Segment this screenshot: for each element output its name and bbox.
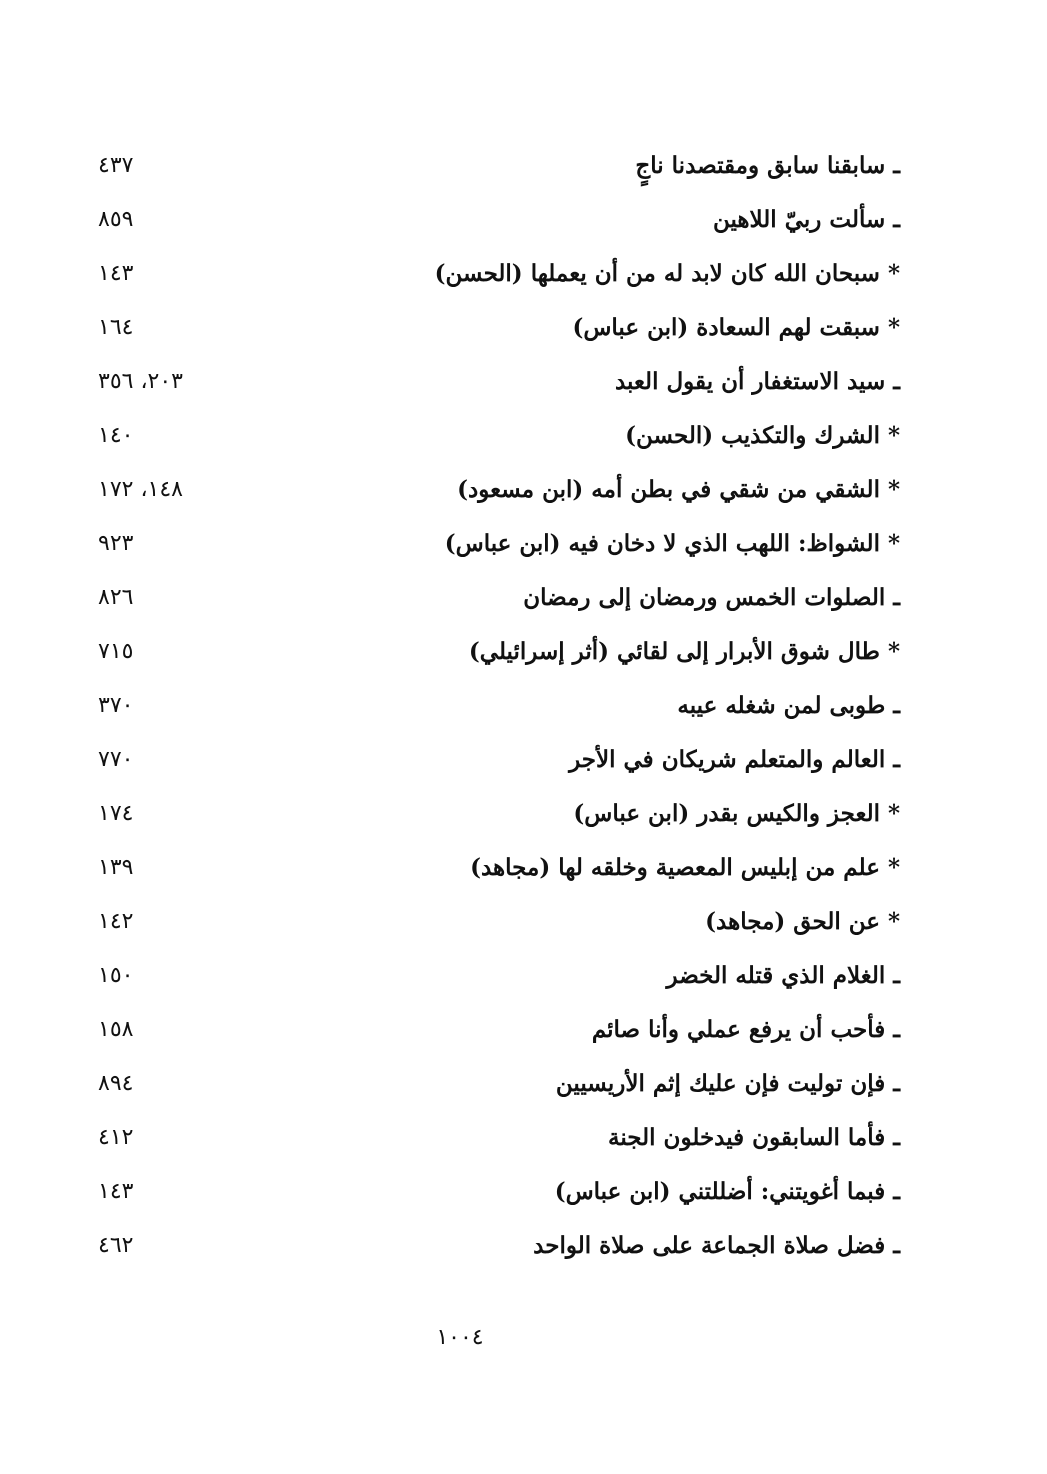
entry-pages: ٤٦٢ [98,1232,134,1258]
entry-pages: ١٤٣ [98,260,134,286]
entry-pages: ١٧٤ [98,800,134,826]
entry-text: ـ سابقنا سابق ومقتصدنا ناجٍ [635,151,900,179]
index-entry [80,300,900,354]
entry-pages: ٤٣٧ [98,152,134,178]
entry-pages: ١٤٢ [98,908,134,934]
entry-pages: ٨٥٩ [98,206,134,232]
entry-text: ـ طوبى لمن شغله عيبه [677,691,900,719]
entry-text: ـ فأما السابقون فيدخلون الجنة [608,1123,900,1151]
entry-text: * سبحان الله كان لابد له من أن يعملها (الحسن) [434,259,900,287]
index-entry [80,1002,900,1056]
index-entry [80,678,900,732]
index-entry [80,192,900,246]
entry-text: * علم من إبليس المعصية وخلقه لها (مجاهد) [470,853,900,881]
index-entry [80,1110,900,1164]
entry-pages: ٢٠٣، ٣٥٦ [98,368,183,394]
entry-text: * الشرك والتكذيب (الحسن) [625,421,900,449]
index-entry [80,1218,900,1272]
index-entry [80,894,900,948]
index-entry [80,1056,900,1110]
entry-pages: ١٤٣ [98,1178,134,1204]
index-entry [80,1164,900,1218]
entry-pages: ٤١٢ [98,1124,134,1150]
index-entry [80,246,900,300]
entry-text: ـ الغلام الذي قتله الخضر [666,961,900,989]
index-entry [80,732,900,786]
entry-text: ـ فأحب أن يرفع عملي وأنا صائم [591,1015,900,1043]
entry-text: ـ سألت ربيّ اللاهين [712,205,900,233]
index-entry [80,840,900,894]
entry-pages: ٣٧٠ [98,692,134,718]
entry-pages: ٨٢٦ [98,584,134,610]
entry-text: * عن الحق (مجاهد) [705,907,900,935]
entry-text: ـ فبما أغويتني: أضللتني (ابن عباس) [554,1177,900,1205]
entry-text: ـ فضل صلاة الجماعة على صلاة الواحد [533,1231,900,1259]
index-entry [80,462,900,516]
entry-text: ـ العالم والمتعلم شريكان في الأجر [569,745,900,773]
entry-text: * سبقت لهم السعادة (ابن عباس) [572,313,900,341]
index-entry [80,408,900,462]
index-entry [80,354,900,408]
index-entry [80,948,900,1002]
entry-pages: ١٥٠ [98,962,134,988]
page-number: ١٠٠٤ [436,1325,484,1350]
entry-pages: ١٤٠ [98,422,134,448]
index-entry [80,786,900,840]
entry-text: * الشواظ: اللهب الذي لا دخان فيه (ابن عباس) [444,529,900,557]
entry-text: * طال شوق الأبرار إلى لقائي (أثر إسرائيلي) [468,637,900,665]
index-entry [80,624,900,678]
index-list [80,138,900,1272]
entry-pages: ٧٧٠ [98,746,134,772]
entry-pages: ١٦٤ [98,314,134,340]
entry-text: ـ فإن توليت فإن عليك إثم الأريسيين [555,1069,900,1097]
entry-text: * العجز والكيس بقدر (ابن عباس) [573,799,900,827]
entry-pages: ٨٩٤ [98,1070,134,1096]
entry-text: ـ الصلوات الخمس ورمضان إلى رمضان [523,583,900,611]
entry-pages: ١٤٨، ١٧٢ [98,476,183,502]
entry-pages: ٧١٥ [98,638,134,664]
entry-pages: ١٥٨ [98,1016,134,1042]
entry-pages: ١٣٩ [98,854,134,880]
entry-text: ـ سيد الاستغفار أن يقول العبد [614,367,900,395]
index-entry [80,570,900,624]
entry-pages: ٩٢٣ [98,530,134,556]
index-entry [80,138,900,192]
index-entry [80,516,900,570]
entry-text: * الشقي من شقي في بطن أمه (ابن مسعود) [457,475,900,503]
